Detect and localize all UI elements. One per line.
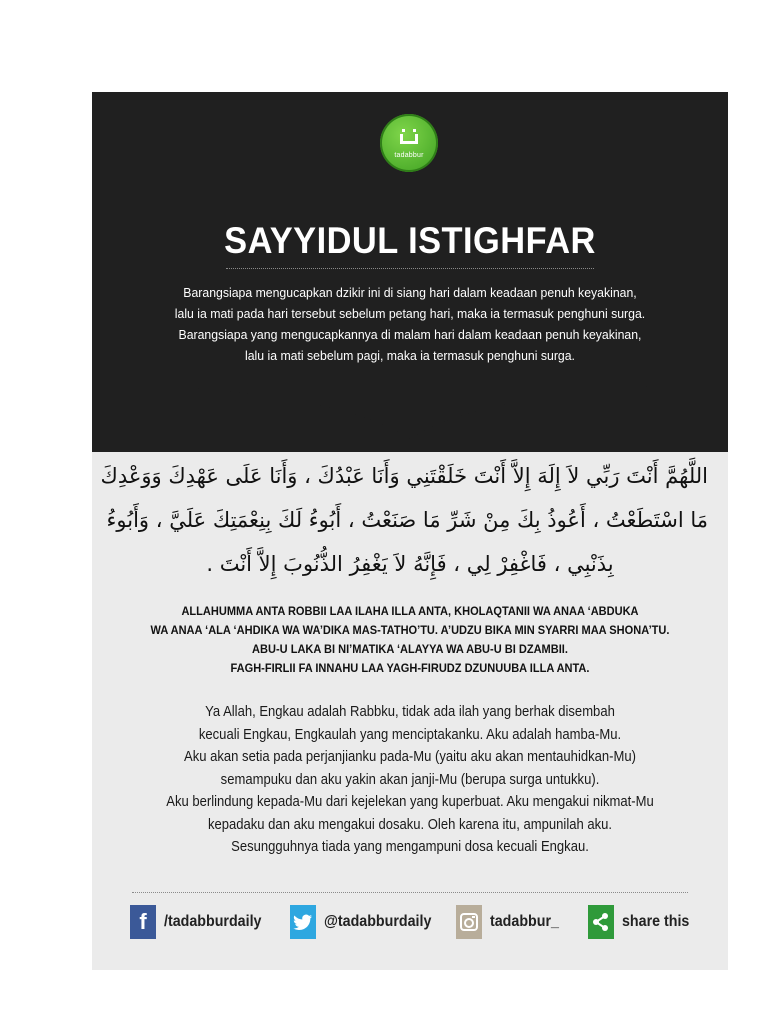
transliteration-line: WA ANAA ‘ALA ‘AHDIKA WA WA’DIKA MAS-TATHO’TU. A’UDZU BIKA MIN SYARRI MAA SHONA’TU. [150, 623, 670, 637]
twitter-label: @tadabburdaily [324, 913, 432, 930]
social-bar [130, 902, 710, 942]
instagram-label: tadabbur_ [490, 913, 559, 930]
translation-line: kecuali Engkau, Engkaulah yang menciptakanku. Aku adalah hamba-Mu. [198, 726, 622, 743]
facebook-link[interactable] [130, 902, 270, 942]
facebook-label: /tadabburdaily [164, 913, 262, 930]
translation [112, 701, 708, 859]
share-button[interactable] [588, 902, 695, 942]
translation-line: Aku akan setia pada perjanjianku pada-Mu (yaitu aku akan mentauhidkan-Mu) [184, 749, 636, 765]
header-bottom-curve [92, 377, 728, 452]
translation-line: Ya Allah, Engkau adalah Rabbku, tidak ada ilah yang berhak disembah [205, 704, 615, 720]
title-divider [226, 268, 594, 269]
translation-line: Aku berlindung kepada-Mu dari kejelekan yang kuperbuat. Aku mengakui nikmat-Mu [166, 794, 654, 810]
intro-line: Barangsiapa yang mengucapkannya di malam hari dalam keadaan penuh keyakinan, [178, 327, 642, 342]
translation-line: Sesungguhnya tiada yang mengampuni dosa kecuali Engkau. [231, 839, 589, 855]
twitter-icon [290, 905, 316, 939]
arabic-dua [100, 454, 708, 586]
intro-line: Barangsiapa mengucapkan dzikir ini di siang hari dalam keadaan penuh keyakinan, [183, 285, 637, 300]
logo-text: tadabbur [394, 152, 424, 159]
arabic-line: اللَّهُمَّ أَنْتَ رَبِّي لاَ إِلَهَ إِلاَّ أَنْتَ خَلَقْتَنِي وَأَنَا عَبْدُكَ ، وَأَنَا عَلَى عَهْدِكَ وَوَعْدِكَ [100, 464, 708, 488]
poster-card [92, 92, 728, 970]
share-icon [588, 905, 614, 939]
transliteration-line: ALLAHUMMA ANTA ROBBII LAA ILAHA ILLA ANTA, KHOLAQTANII WA ANAA ‘ABDUKA [181, 604, 639, 618]
twitter-link[interactable] [290, 902, 441, 942]
translation-line: kepadaku dan aku mengakui dosaku. Oleh karena itu, ampunilah aku. [207, 816, 613, 833]
intro-line: lalu ia mati pada hari tersebut sebelum petang hari, maka ia termasuk penghuni surga. [174, 306, 646, 321]
translation-line: semampuku dan aku yakin akan janji-Mu (berupa surga untukku). [220, 771, 600, 788]
footer-divider [132, 892, 688, 893]
facebook-icon: f [130, 905, 156, 939]
transliteration-line: FAGH-FIRLII FA INNAHU LAA YAGH-FIRUDZ DZUNUUBA ILLA ANTA. [230, 661, 590, 675]
page-title: SAYYIDUL ISTIGHFAR [224, 220, 596, 261]
transliteration-line: ABU-U LAKA BI NI’MATIKA ‘ALAYYA WA ABU-U BI DZAMBII. [252, 642, 568, 656]
logo-mark-icon [399, 129, 419, 145]
instagram-icon [456, 905, 482, 939]
intro-line: lalu ia mati sebelum pagi, maka ia termasuk penghuni surga. [245, 348, 575, 363]
share-label: share this [622, 913, 690, 930]
arabic-line: بِذَنْبِي ، فَاغْفِرْ لِي ، فَإِنَّهُ لاَ يَغْفِرُ الذُّنُوبَ إِلاَّ أَنْتَ . [206, 552, 614, 576]
arabic-line: مَا اسْتَطَعْتُ ، أَعُوذُ بِكَ مِنْ شَرِّ مَا صَنَعْتُ ، أَبُوءُ لَكَ بِنِعْمَتِكَ عَلَيَّ ، وَأَبُوءُ [106, 508, 708, 532]
instagram-link[interactable] [456, 902, 565, 942]
transliteration [112, 602, 708, 678]
intro-text [122, 282, 698, 366]
tadabbur-logo [380, 114, 438, 172]
